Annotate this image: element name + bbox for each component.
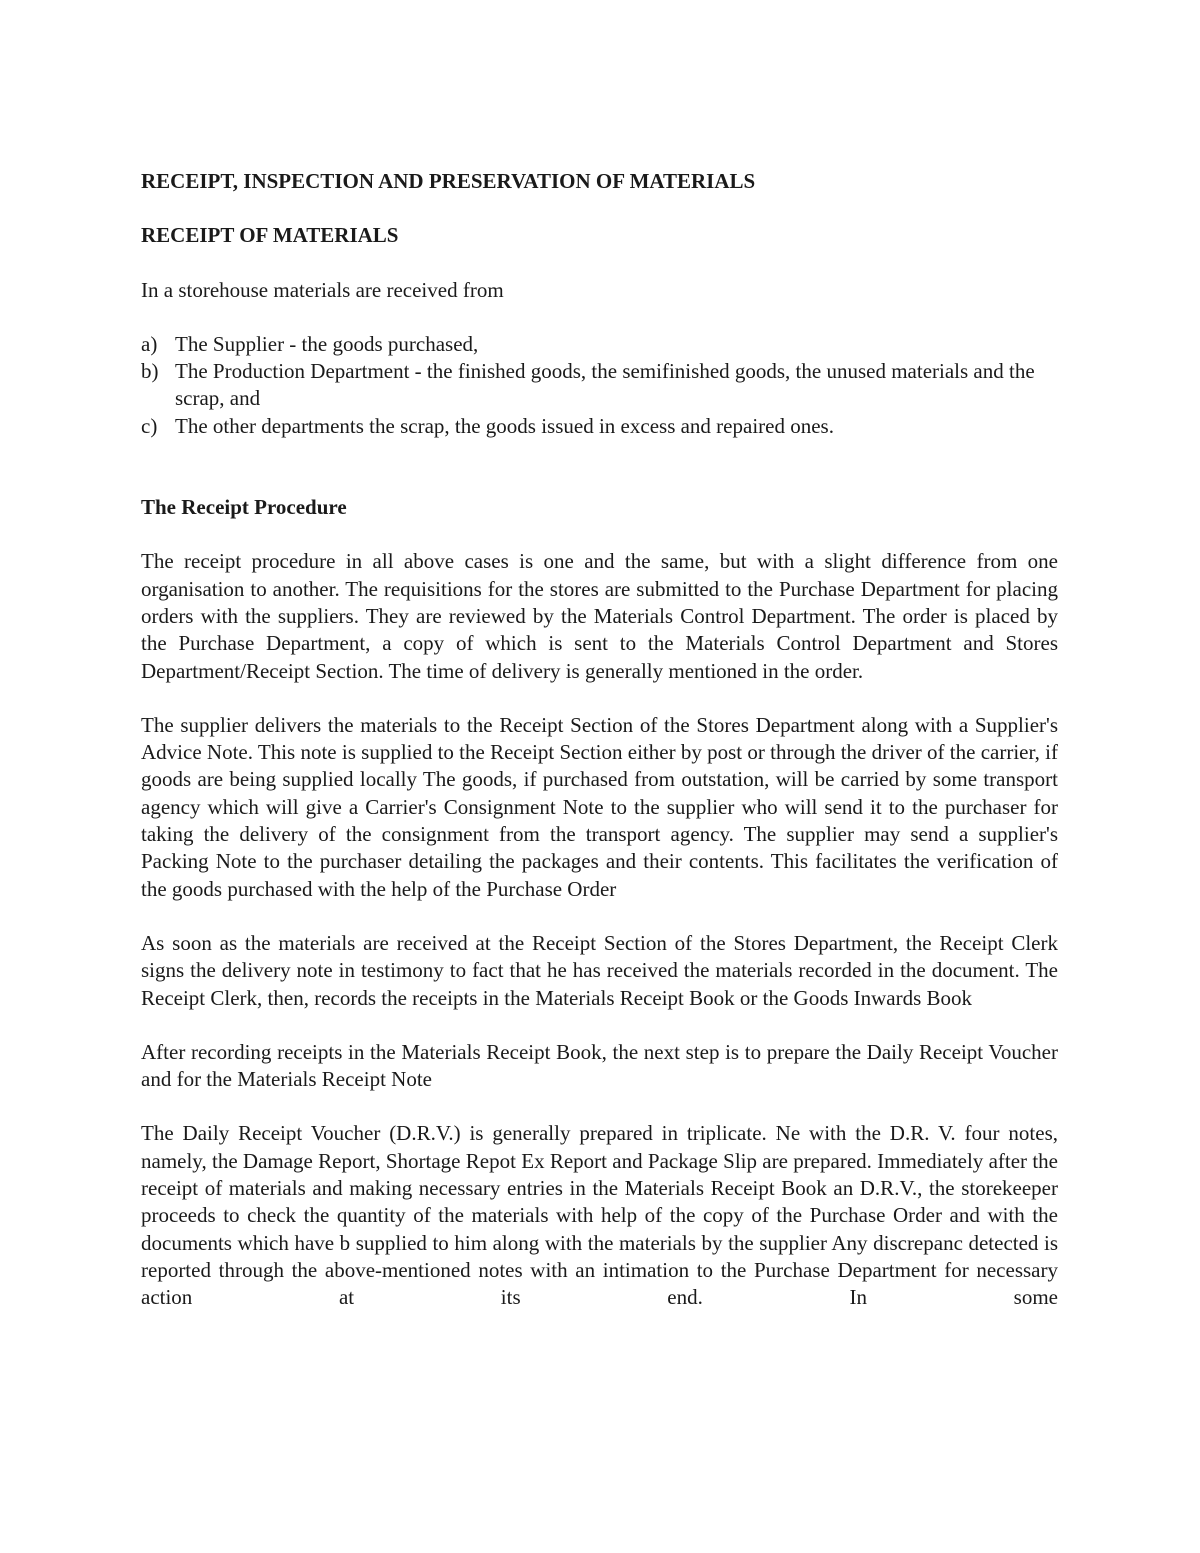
list-marker: c) — [141, 413, 158, 438]
list-marker: a) — [141, 331, 158, 356]
intro-text: In a storehouse materials are received from — [141, 277, 504, 302]
document-title: RECEIPT, INSPECTION AND PRESERVATION OF MATERIALS — [141, 169, 756, 193]
section-heading-receipt-procedure: The Receipt Procedure — [141, 495, 347, 520]
list-item — [141, 331, 1058, 358]
list-item-text: The other departments the scrap, the goods issued in excess and repaired ones. — [175, 413, 834, 438]
source-list — [141, 331, 1058, 440]
list-item — [141, 413, 1058, 440]
paragraph: After recording receipts in the Materials Receipt Book, the next step is to prepare the Daily Receipt Voucher and for the Materials Receipt Note — [141, 1039, 1058, 1092]
paragraph: The receipt procedure in all above cases is one and the same, but with a slight difference from one organisation to another. The requisitions for the stores are submitted to the Purchase Department for placing orders with the suppliers. They are reviewed by the Materials Control Department. The order is placed by the Purchase Department, a copy of which is sent to the Materials Control Department and Stores Department/Receipt Section. The time of delivery is generally mentioned in the order. — [141, 549, 1058, 683]
paragraph: The supplier delivers the materials to the Receipt Section of the Stores Department along with a Supplier's Advice Note. This note is supplied to the Receipt Section either by post or through the driver of the carrier, if goods are being supplied locally The goods, if purchased from outstation, will be carried by some transport agency which will give a Carrier's Consignment Note to the supplier who will send it to the purchaser for taking the delivery of the consignment from the transport agency. The supplier may send a supplier's Packing Note to the purchaser detailing the packages and their contents. This facilitates the verification of the goods purchased with the help of the Purchase Order — [141, 712, 1058, 901]
section-title-receipt-of-materials: RECEIPT OF MATERIALS — [141, 223, 399, 248]
paragraph: The Daily Receipt Voucher (D.R.V.) is generally prepared in triplicate. Ne with the D.R. V. four notes, namely, the Damage Report, Shortage Repot Ex Report and Package Slip are prepared. Immediately after the receipt of materials and making necessary entries in the Materials Receipt Book an D.R.V., the storekeeper proceeds to check the quantity of the materials with help of the copy of the Purchase Order and with the documents which have b supplied to him along with the materials by the supplier Any discrepanc detected is reported through the above-mentioned notes with an intimation to the Purchase Department for necessary action at its end. In some — [141, 1121, 1058, 1310]
paragraph: As soon as the materials are received at the Receipt Section of the Stores Department, the Receipt Clerk signs the delivery note in testimony to fact that he has received the materials recorded in the document. The Receipt Clerk, then, records the receipts in the Materials Receipt Book or the Goods Inwards Book — [141, 930, 1058, 1010]
list-item-text: The Production Department - the finished goods, the semifinished goods, the unused materials and the scrap, and — [175, 359, 1035, 411]
document-page — [141, 168, 1058, 1312]
list-item — [141, 358, 1058, 413]
list-item-text: The Supplier - the goods purchased, — [175, 331, 479, 356]
list-marker: b) — [141, 359, 159, 384]
